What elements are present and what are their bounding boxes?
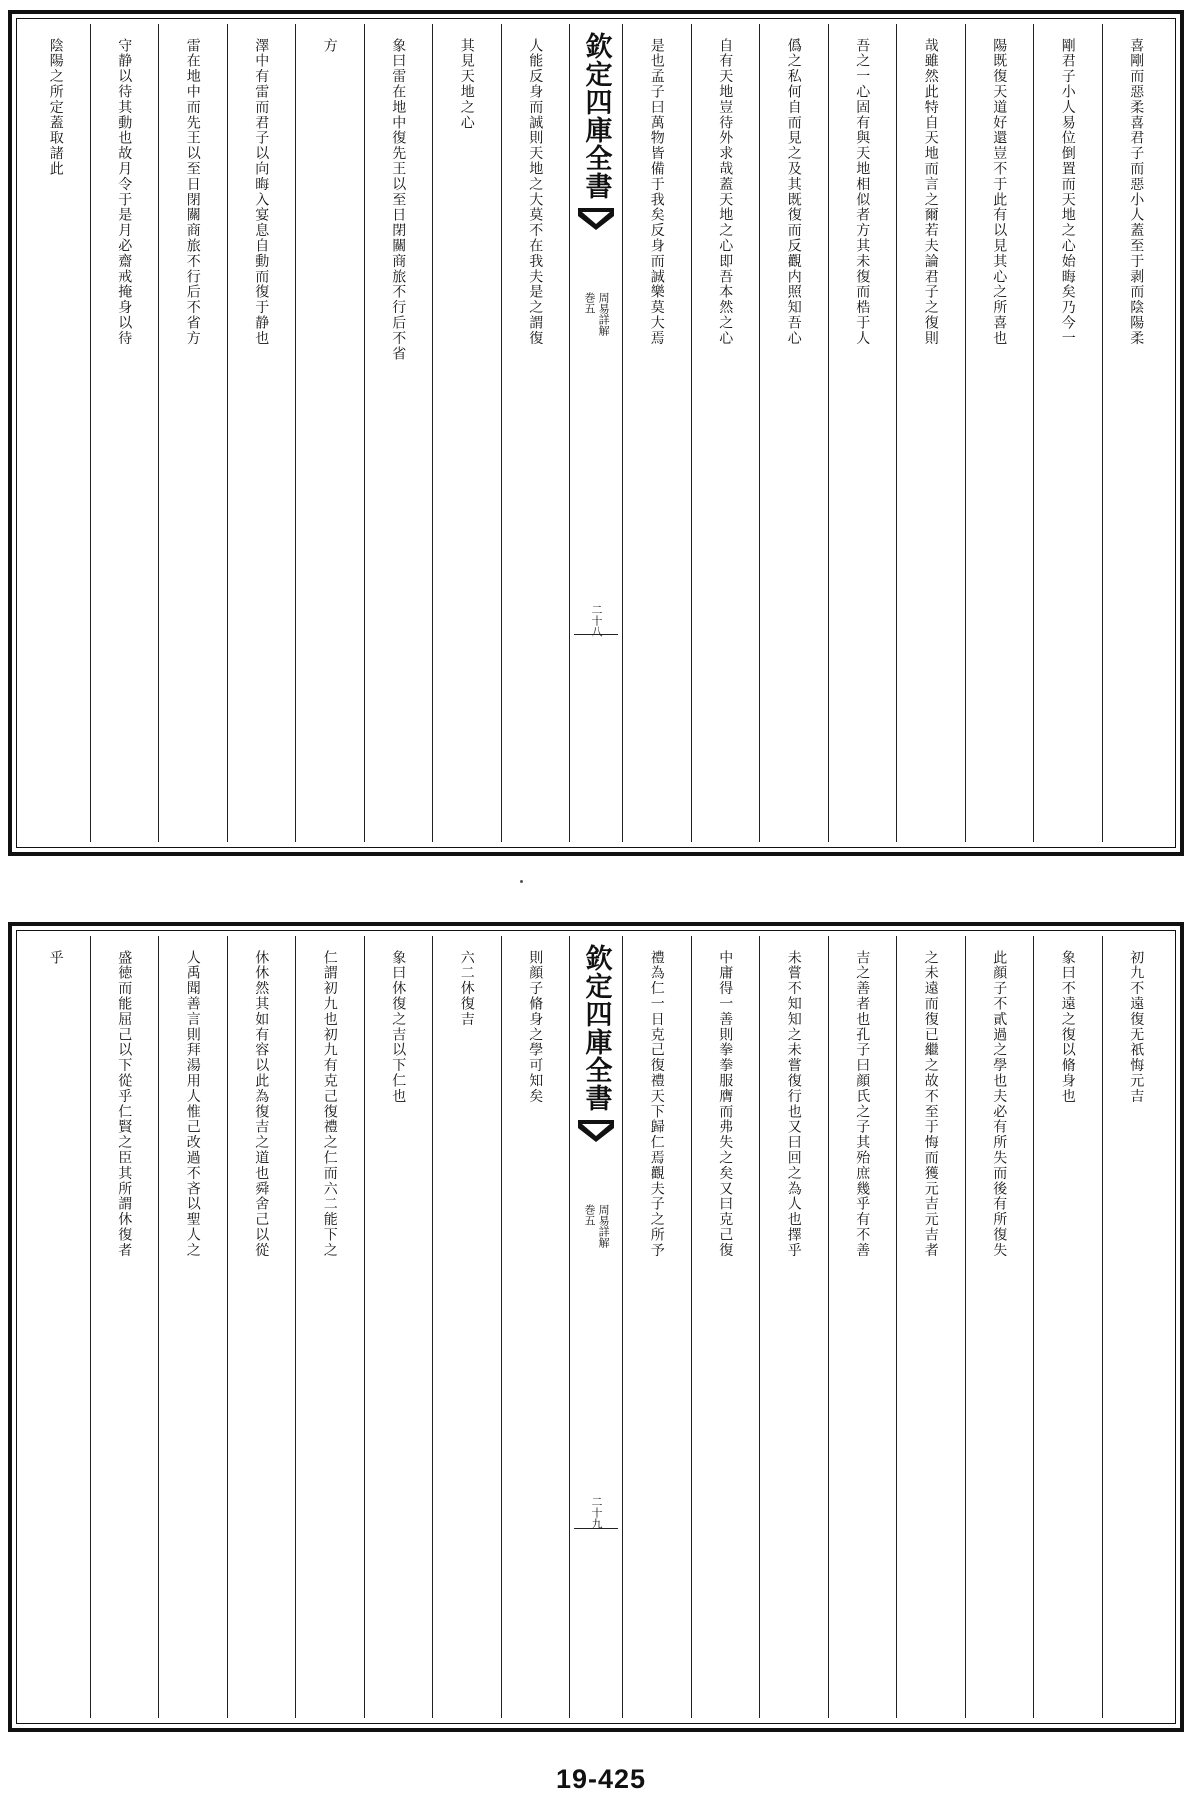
text-column [364,936,433,1718]
text-column [896,24,965,842]
column-text: 吾之一心固有與天地相似者方其未復而梏于人 [854,38,871,346]
text-column [1033,936,1102,1718]
column-text: 雷在地中而先王以至日閉關商旅不行后不省方 [184,38,201,346]
column-text: 吉之善者也孔子曰顔氏之子其殆庶幾乎有不善 [854,950,871,1258]
text-column [1102,24,1171,842]
volume-label: 巻五 [583,292,596,314]
text-column [691,24,760,842]
text-column [622,936,691,1718]
column-text: 初九不遠復无祇悔元吉 [1128,950,1145,1104]
column-text: 乎 [47,950,64,966]
text-column [501,24,570,842]
book-title: 周易詳解 [597,292,611,336]
column-text: 休休然其如有容以此為復吉之道也舜舍己以從 [253,950,270,1258]
text-column [90,936,159,1718]
column-text: 此顔子不貳過之學也夫必有所失而後有所復失 [991,950,1008,1258]
fishtail-ornament [576,206,616,232]
text-column [896,936,965,1718]
text-column [1102,936,1171,1718]
text-column [759,936,828,1718]
column-text: 陰陽之所定蓋取諸此 [47,38,64,177]
text-column [295,936,364,1718]
column-text: 哉雖然此特自天地而言之爾若夫論君子之復則 [922,38,939,346]
column-text: 人禹聞善言則拜湯用人惟己改過不吝以聖人之 [184,950,201,1258]
text-column [90,24,159,842]
column-text: 象曰雷在地中復先王以至日閉關商旅不行后不省 [390,38,407,362]
text-column [432,936,501,1718]
collection-title: 欽定四庫全書 [580,32,612,200]
text-column [22,24,90,842]
column-text: 是也孟子曰萬物皆備于我矣反身而誠樂莫大焉 [648,38,665,346]
leaf-number: 二十九 [590,1496,603,1529]
text-column [227,24,296,842]
lower-page-panel [8,922,1184,1732]
leaf-number: 二十八 [590,604,603,637]
column-text: 仁謂初九也初九有克己復禮之仁而六二能下之 [321,950,338,1258]
text-column [828,24,897,842]
text-column [295,24,364,842]
center-fold-column [569,24,622,842]
volume-label: 巻五 [583,1204,596,1226]
upper-page-panel [8,10,1184,856]
center-rule [574,1528,618,1529]
text-column [759,24,828,842]
fishtail-ornament [576,1118,616,1144]
column-text: 澤中有雷而君子以向晦入宴息自動而復于静也 [253,38,270,346]
page-number: 19-425 [555,1764,647,1794]
column-text: 人能反身而誠則天地之大莫不在我夫是之謂復 [527,38,544,346]
column-text: 象曰休復之吉以下仁也 [390,950,407,1104]
text-column [1033,24,1102,842]
column-text: 陽既復天道好還豈不于此有以見其心之所喜也 [991,38,1008,346]
column-text: 喜剛而惡柔喜君子而惡小人蓋至于剥而陰陽柔 [1128,38,1145,346]
column-text: 禮為仁一日克己復禮天下歸仁焉觀夫子之所予 [648,950,665,1258]
text-column [158,24,227,842]
column-text: 其見天地之心 [458,38,475,131]
book-and-volume [583,292,609,336]
column-text: 之未遠而復已繼之故不至于悔而獲元吉元吉者 [922,950,939,1258]
text-column [432,24,501,842]
column-text: 僞之私何自而見之及其既復而反觀内照知吾心 [785,38,802,346]
column-text: 自有天地豈待外求哉蓋天地之心即吾本然之心 [717,38,734,346]
column-text: 中庸得一善則拳拳服膺而弗失之矣又曰克己復 [717,950,734,1258]
column-text: 未嘗不知知之未嘗復行也又曰回之為人也擇乎 [785,950,802,1258]
column-text: 象曰不遠之復以脩身也 [1059,950,1076,1104]
margin-speck [520,880,523,883]
text-column [227,936,296,1718]
text-column [965,936,1034,1718]
lower-text-columns [22,936,1170,1718]
text-column [622,24,691,842]
book-title: 周易詳解 [597,1204,611,1248]
text-column [364,24,433,842]
column-text: 六二休復吉 [458,950,475,1027]
center-rule [574,634,618,635]
text-column [965,24,1034,842]
text-column [691,936,760,1718]
text-column [828,936,897,1718]
column-text: 則顔子脩身之學可知矣 [527,950,544,1104]
collection-title: 欽定四庫全書 [580,944,612,1112]
text-column [158,936,227,1718]
column-text: 盛徳而能屈己以下從乎仁賢之臣其所謂休復者 [116,950,133,1258]
center-fold-column [569,936,622,1718]
column-text: 守静以待其動也故月令于是月必齋戒掩身以待 [116,38,133,346]
book-and-volume [583,1204,609,1248]
column-text: 剛君子小人易位倒置而天地之心始晦矣乃今一 [1059,38,1076,346]
column-text: 方 [321,38,338,54]
text-column [501,936,570,1718]
text-column [22,936,90,1718]
upper-text-columns [22,24,1170,842]
